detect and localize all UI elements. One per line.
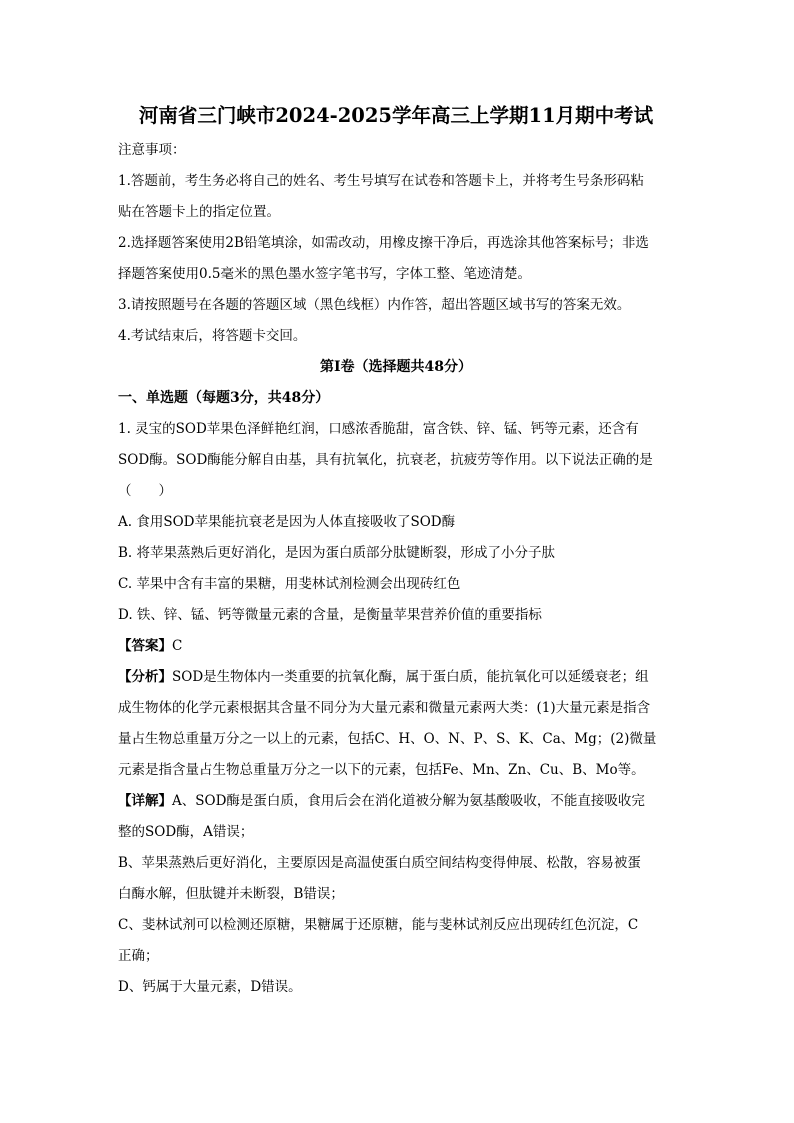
- question-stem-line: SOD酶。SOD酶能分解自由基，具有抗氧化，抗衰老，抗疲劳等作用。以下说法正确的是: [118, 452, 653, 468]
- detail-line: 白酶水解，但肽键并未断裂，B错误；: [118, 886, 344, 902]
- notice-line: 贴在答题卡上的指定位置。: [118, 204, 280, 220]
- detail-tag: 【详解】: [118, 793, 172, 809]
- option-c: C. 苹果中含有丰富的果糖，用斐林试剂检测会出现砖红色: [118, 576, 461, 592]
- detail-line: [118, 786, 674, 817]
- option-a: A. 食用SOD苹果能抗衰老是因为人体直接吸收了SOD酶: [118, 514, 456, 530]
- analysis-line: [118, 662, 674, 693]
- part-title: 第Ⅰ卷（选择题共48分）: [319, 359, 473, 375]
- detail-line: 整的SOD酶，A错误；: [118, 824, 254, 840]
- option-b: B. 将苹果蒸熟后更好消化，是因为蛋白质部分肽键断裂，形成了小分子肽: [118, 545, 556, 561]
- notice-line: 2.选择题答案使用2B铅笔填涂，如需改动，用橡皮擦干净后，再选涂其他答案标号；非选: [118, 235, 649, 251]
- detail-line: D、钙属于大量元素，D错误。: [118, 979, 302, 995]
- notice-line: 择题答案使用0.5毫米的黑色墨水签字笔书写，字体工整、笔迹清楚。: [118, 266, 531, 282]
- analysis-tag: 【分析】: [118, 669, 172, 685]
- analysis-line: 成生物体的化学元素根据其含量不同分为大量元素和微量元素两大类：(1)大量元素是指含: [118, 700, 651, 716]
- option-d: D. 铁、锌、锰、钙等微量元素的含量，是衡量苹果营养价值的重要指标: [118, 607, 542, 623]
- analysis-line: 元素是指含量占生物总重量万分之一以下的元素，包括Fe、Mn、Zn、Cu、B、Mo等。: [118, 762, 645, 778]
- analysis-text: SOD是生物体内一类重要的抗氧化酶，属于蛋白质，能抗氧化可以延缓衰老；组: [172, 669, 649, 685]
- question-stem-line: 1. 灵宝的SOD苹果色泽鲜艳红润，口感浓香脆甜，富含铁、锌、锰、钙等元素，还含有: [118, 421, 639, 437]
- answer-line: [118, 631, 674, 662]
- answer-value: C: [172, 638, 183, 654]
- detail-line: 正确；: [118, 948, 159, 964]
- detail-line: B、苹果蒸熟后更好消化，主要原因是高温使蛋白质空间结构变得伸展、松散，容易被蛋: [118, 855, 641, 871]
- section-title: 一、单选题（每题3分，共48分）: [118, 390, 330, 406]
- question-stem-line: （ ）: [118, 483, 172, 499]
- notice-line: 1.答题前，考生务必将自己的姓名、考生号填写在试卷和答题卡上，并将考生号条形码粘: [118, 173, 644, 189]
- notice-heading: 注意事项：: [118, 142, 186, 158]
- notice-line: 4.考试结束后，将答题卡交回。: [118, 328, 307, 344]
- detail-line: C、斐林试剂可以检测还原糖，果糖属于还原糖，能与斐林试剂反应出现砖红色沉淀，C: [118, 917, 639, 933]
- analysis-line: 量占生物总重量万分之一以上的元素，包括C、H、O、N、P、S、K、Ca、Mg；(2)微量: [118, 731, 657, 747]
- answer-tag: 【答案】: [118, 638, 172, 654]
- notice-line: 3.请按照题号在各题的答题区域（黑色线框）内作答，超出答题区域书写的答案无效。: [118, 297, 631, 313]
- detail-text: A、SOD酶是蛋白质，食用后会在消化道被分解为氨基酸吸收，不能直接吸收完: [172, 793, 645, 809]
- page-title: 河南省三门峡市2024-2025学年高三上学期11月期中考试: [138, 104, 654, 127]
